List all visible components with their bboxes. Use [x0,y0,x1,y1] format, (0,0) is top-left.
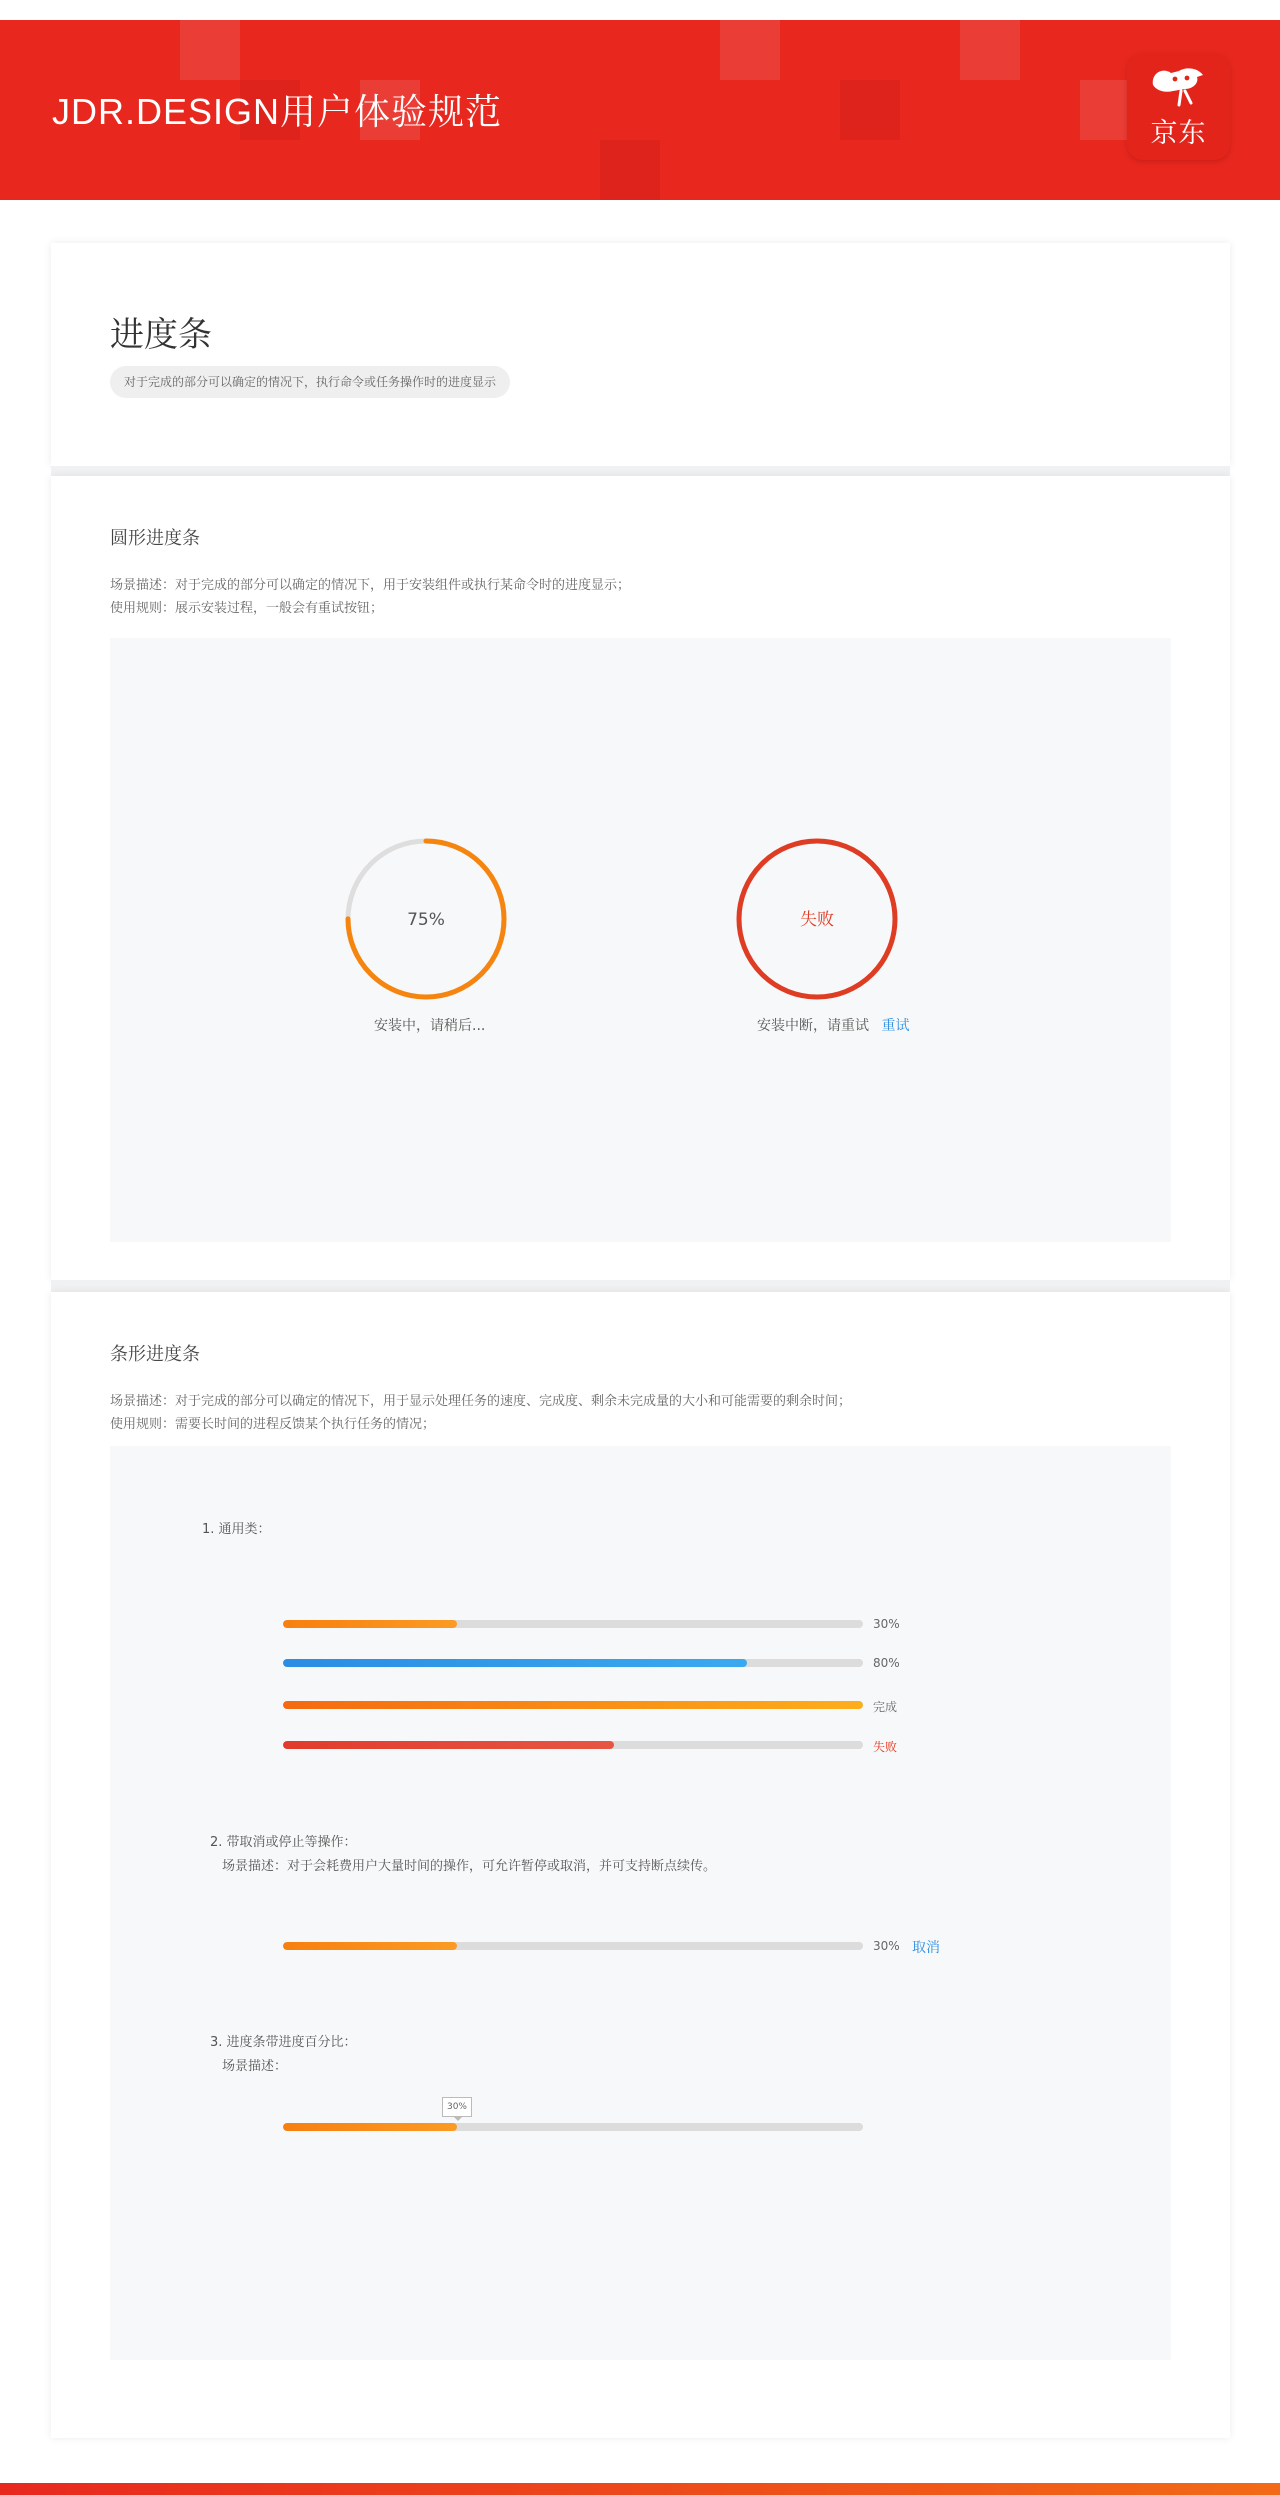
progress-tooltip: 30% [442,2097,472,2117]
progress-fill [283,1942,457,1950]
cancelable-title: 2. 带取消或停止等操作： [210,1835,357,1850]
progress-label: 30% [873,1939,900,1953]
progress-track [283,1620,863,1628]
jd-dog-icon [1145,63,1211,111]
page-description: 对于完成的部分可以确定的情况下，执行命令或任务操作时的进度显示 [110,366,510,398]
circle-progress-failed [734,836,900,1006]
progress-fill [283,2123,457,2131]
progress-track [283,1659,863,1667]
circle-caption-loading: 安装中，请稍后... [374,1018,486,1034]
retry-link[interactable]: 重试 [881,1018,910,1034]
bar-progress-section [51,1292,1230,2438]
usage-rule: 使用规则：展示安装过程，一般会有重试按钮； [110,601,384,616]
progress-fill [283,1701,863,1709]
progress-track [283,2123,863,2131]
header-tile [720,20,780,80]
bar-demo-panel [110,1446,1171,2360]
circle-progress-loading [343,836,509,1006]
failed-caption-text: 安装中断，请重试 [757,1018,869,1034]
intro-card [51,243,1230,466]
header-tile [600,140,660,200]
percent-scene: 场景描述： [222,2059,288,2074]
progress-label: 30% [873,1617,900,1631]
progress-label-failed: 失败 [873,1740,898,1754]
circle-demo-panel [110,638,1171,1242]
scene-description: 场景描述：对于完成的部分可以确定的情况下，用于安装组件或执行某命令时的进度显示； [110,578,631,593]
logo-text: 京东 [1150,118,1207,149]
section-divider [51,1280,1230,1292]
top-strip [0,0,1280,20]
progress-track [283,1701,863,1709]
percent-title: 3. 进度条带进度百分比： [210,2035,357,2050]
site-title: JDR.DESIGN用户体验规范 [52,91,503,132]
circle-progress-value: 75% [407,910,445,930]
circle-progress-section [51,476,1230,1280]
cancel-link[interactable]: 取消 [912,1940,940,1956]
progress-track [283,1942,863,1950]
header-tile [840,80,900,140]
section-divider [51,466,1230,476]
page-header [0,20,1280,200]
section-title: 圆形进度条 [110,528,200,549]
header-tile [960,20,1020,80]
circle-caption-failed [757,1015,909,1035]
progress-label: 完成 [873,1700,898,1714]
general-title: 1. 通用类： [202,1522,271,1537]
progress-label: 80% [873,1656,900,1670]
scene-description: 场景描述：对于完成的部分可以确定的情况下，用于显示处理任务的速度、完成度、剩余未完成量的大小和可能需要的剩余时间； [110,1394,852,1409]
footer-bar [0,2483,1280,2495]
progress-fill [283,1620,457,1628]
header-tile [180,20,240,80]
jd-logo[interactable] [1127,53,1230,160]
page-title: 进度条 [110,315,212,355]
progress-fill [283,1741,614,1749]
circle-failed-text: 失败 [800,910,834,930]
usage-rule: 使用规则：需要长时间的进程反馈某个执行任务的情况； [110,1417,436,1432]
cancelable-scene: 场景描述：对于会耗费用户大量时间的操作，可允许暂停或取消，并可支持断点续传。 [222,1859,717,1874]
progress-fill [283,1659,747,1667]
progress-track [283,1741,863,1749]
section-title: 条形进度条 [110,1344,200,1365]
